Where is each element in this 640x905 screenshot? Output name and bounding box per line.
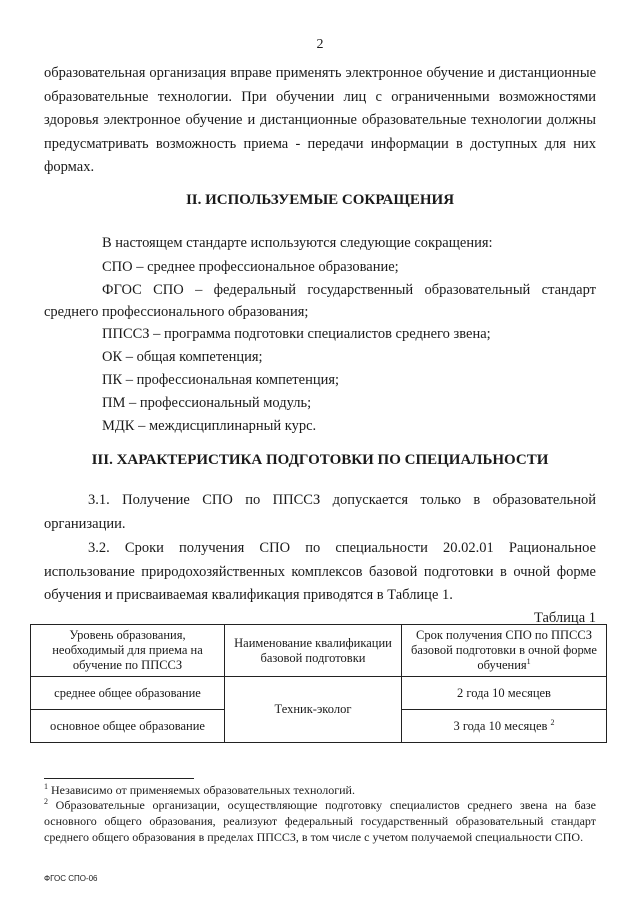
abbrev-pm: ПМ – профессиональный модуль; <box>102 395 312 411</box>
paragraph-3-2: 3.2. Сроки получения СПО по специальности 20.02.01 Рациональное использование природохозяйственных комплексов базовой подготовки в очной форме обучения и присваиваемая квалификация приводятся в Таблице 1. <box>44 540 596 603</box>
table-caption: Таблица 1 <box>533 610 596 626</box>
header-education-level: Уровень образования, необходимый для приема на обучение по ППССЗ <box>31 625 225 677</box>
footnote-1 <box>44 782 596 798</box>
row2-education-level: основное общее образование <box>31 710 225 743</box>
abbreviations-lead: В настоящем стандарте используются следующие сокращения: <box>102 235 493 251</box>
abbrev-spo: СПО – среднее профессиональное образование; <box>102 259 399 275</box>
footnote-1-mark: 1 <box>44 782 48 791</box>
abbrev-pk: ПК – профессиональная компетенция; <box>102 372 340 388</box>
header-qualification: Наименование квалификации базовой подготовки <box>225 625 402 677</box>
abbrev-ppssz: ППССЗ – программа подготовки специалистов среднего звена; <box>102 326 491 342</box>
footnote-ref-2: 2 <box>550 717 555 727</box>
footnote-ref-1: 1 <box>526 656 531 666</box>
footnote-2-text: Образовательные организации, осуществляющие подготовку специалистов среднего звена на базе основного общего образования, реализуют федеральный государственный образовательный стандарт среднего общего образования в пределах ППССЗ, в том числе с учетом получаемой специальности СПО. <box>44 798 596 844</box>
footnote-2-mark: 2 <box>44 797 48 806</box>
abbrev-ok: ОК – общая компетенция; <box>102 349 263 365</box>
row1-education-level: среднее общее образование <box>31 677 225 710</box>
page-number: 2 <box>316 37 324 52</box>
row2-term-text: 3 года 10 месяцев <box>453 718 548 733</box>
row1-term: 2 года 10 месяцев <box>402 677 607 710</box>
paragraph-3-1: 3.1. Получение СПО по ППССЗ допускается только в образовательной организации. <box>44 492 596 532</box>
intro-paragraph: образовательная организация вправе применять электронное обучение и дистанционные образовательные технологии. При обучении лиц с ограниченными возможностями здоровья электронное обучение и дистанционные образовательные технологии должны предусматривать возможность приема - передачи информации в доступных для них формах. <box>44 65 596 175</box>
abbrev-mdk: МДК – междисциплинарный курс. <box>102 418 317 434</box>
footnote-2 <box>44 797 596 845</box>
footer-label: ФГОС СПО-06 <box>44 874 98 883</box>
section-3-title: III. ХАРАКТЕРИСТИКА ПОДГОТОВКИ ПО СПЕЦИАЛЬНОСТИ <box>91 452 549 468</box>
table-header-row <box>31 625 607 677</box>
table-row <box>31 677 607 710</box>
footnote-1-text: Независимо от применяемых образовательных технологий. <box>51 783 355 797</box>
table-1 <box>30 624 607 743</box>
footnote-separator <box>44 778 194 779</box>
qualification-cell: Техник-эколог <box>225 677 402 743</box>
abbrev-fgos: ФГОС СПО – федеральный государственный образовательный стандарт среднего профессионального образования; <box>44 282 596 320</box>
header-term-text: Срок получения СПО по ППССЗ базовой подготовки в очной форме обучения <box>411 628 597 672</box>
header-term <box>402 625 607 677</box>
row2-term <box>402 710 607 743</box>
section-2-title: II. ИСПОЛЬЗУЕМЫЕ СОКРАЩЕНИЯ <box>185 192 455 208</box>
